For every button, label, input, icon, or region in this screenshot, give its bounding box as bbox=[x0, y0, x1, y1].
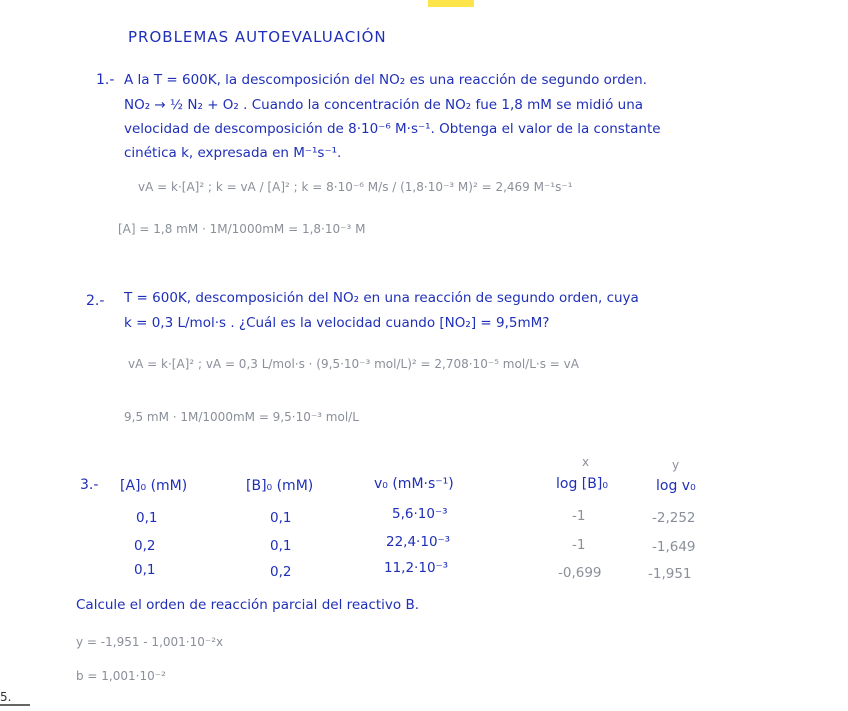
problem-2-line-2: k = 0,3 L/mol·s . ¿Cuál es la velocidad cuando [NO₂] = 9,5mM? bbox=[124, 315, 550, 331]
axis-mark-y: y bbox=[672, 458, 680, 472]
problem-1-line-2: NO₂ → ½ N₂ + O₂ . Cuando la concentración de NO₂ fue 1,8 mM se midió una bbox=[124, 97, 644, 113]
table-header-v0: v₀ (mM·s⁻¹) bbox=[374, 476, 454, 492]
problem-1-line-3: velocidad de descomposición de 8·10⁻⁶ M·s⁻¹. Obtenga el valor de la constante bbox=[124, 121, 661, 137]
table-cell: -1 bbox=[572, 537, 586, 553]
page-edge-line bbox=[0, 704, 30, 706]
table-cell: 5,6·10⁻³ bbox=[392, 506, 448, 522]
problem-1-number: 1.- bbox=[96, 72, 115, 88]
table-header-log-v0: log v₀ bbox=[656, 478, 696, 494]
problem-3-work-2: b = 1,001·10⁻² bbox=[76, 669, 166, 683]
table-cell: -2,252 bbox=[652, 510, 696, 526]
problem-2-work-2: 9,5 mM · 1M/1000mM = 9,5·10⁻³ mol/L bbox=[124, 410, 359, 424]
axis-mark-x: x bbox=[582, 455, 590, 469]
table-cell: 0,1 bbox=[270, 510, 292, 526]
problem-1-work-1: vA = k·[A]² ; k = vA / [A]² ; k = 8·10⁻⁶ M/s / (1,8·10⁻³ M)² = 2,469 M⁻¹s⁻¹ bbox=[138, 180, 573, 194]
table-cell: -0,699 bbox=[558, 565, 602, 581]
page-edge-mark: 5. bbox=[0, 690, 12, 704]
table-cell: 0,2 bbox=[134, 538, 156, 554]
table-cell: -1,951 bbox=[648, 566, 692, 582]
table-cell: 22,4·10⁻³ bbox=[386, 534, 451, 550]
table-header-a0: [A]₀ (mM) bbox=[120, 478, 188, 494]
problem-3-number: 3.- bbox=[80, 477, 99, 493]
problem-2-number: 2.- bbox=[86, 293, 105, 309]
highlighter-mark bbox=[428, 0, 474, 7]
page-title: PROBLEMAS AUTOEVALUACIÓN bbox=[128, 28, 387, 46]
table-cell: 0,2 bbox=[270, 564, 292, 580]
problem-1-work-2: [A] = 1,8 mM · 1M/1000mM = 1,8·10⁻³ M bbox=[118, 222, 366, 236]
table-header-log-b0: log [B]₀ bbox=[556, 476, 608, 492]
problem-1-line-4: cinética k, expresada en M⁻¹s⁻¹. bbox=[124, 145, 342, 161]
table-cell: 0,1 bbox=[134, 562, 156, 578]
problem-3-work-1: y = -1,951 - 1,001·10⁻²x bbox=[76, 635, 224, 649]
table-cell: -1,649 bbox=[652, 539, 696, 555]
table-cell: 0,1 bbox=[136, 510, 158, 526]
table-cell: 0,1 bbox=[270, 538, 292, 554]
table-header-b0: [B]₀ (mM) bbox=[246, 478, 314, 494]
table-cell: -1 bbox=[572, 508, 586, 524]
problem-2-line-1: T = 600K, descomposición del NO₂ en una reacción de segundo orden, cuya bbox=[124, 290, 639, 306]
problem-1-line-1: A la T = 600K, la descomposición del NO₂ es una reacción de segundo orden. bbox=[124, 72, 647, 88]
problem-3-question: Calcule el orden de reacción parcial del reactivo B. bbox=[76, 597, 420, 613]
table-cell: 11,2·10⁻³ bbox=[384, 560, 449, 576]
problem-2-work-1: vA = k·[A]² ; vA = 0,3 L/mol·s · (9,5·10⁻³ mol/L)² = 2,708·10⁻⁵ mol/L·s = vA bbox=[128, 357, 579, 371]
